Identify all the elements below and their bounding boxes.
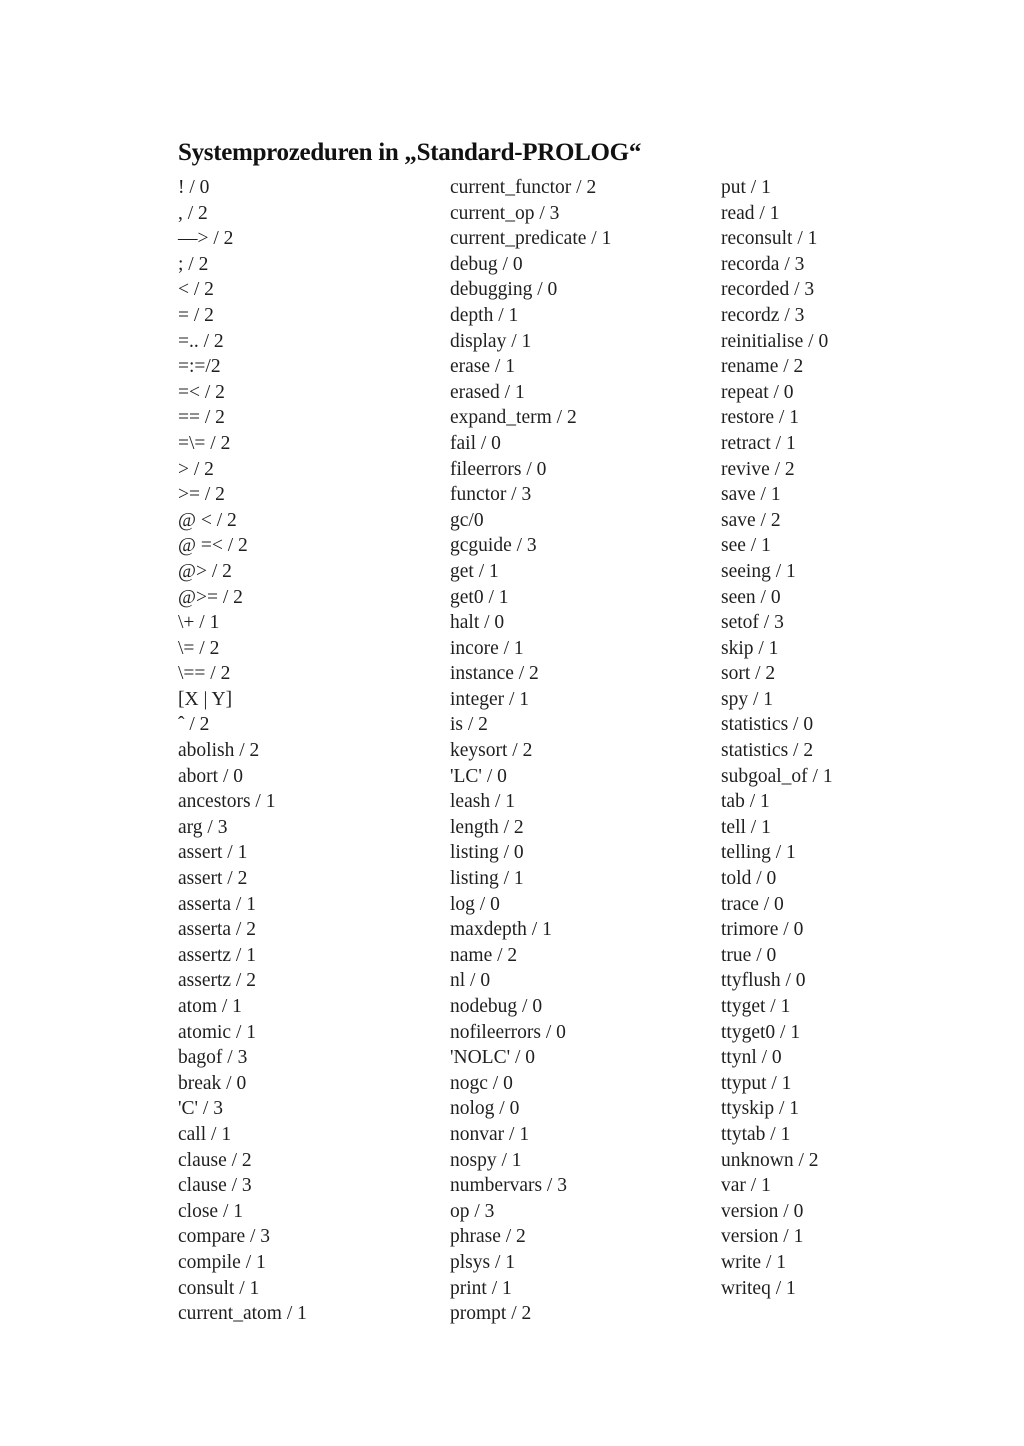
procedure-entry: reinitialise / 0: [721, 330, 829, 352]
procedure-entry: =.. / 2: [178, 330, 224, 352]
procedure-entry: writeq / 1: [721, 1277, 796, 1299]
procedure-entry: name / 2: [450, 944, 518, 966]
procedure-entry: nogc / 0: [450, 1072, 513, 1094]
procedure-entry: @> / 2: [178, 560, 232, 582]
procedure-entry: current_atom / 1: [178, 1303, 307, 1325]
procedure-entry: assert / 2: [178, 868, 248, 890]
procedure-entry: subgoal_of / 1: [721, 765, 833, 787]
procedure-entry: nolog / 0: [450, 1098, 520, 1120]
procedure-entry: =:=/2: [178, 356, 221, 378]
procedure-entry: current_op / 3: [450, 202, 560, 224]
procedure-entry: print / 1: [450, 1277, 512, 1299]
procedure-entry: listing / 0: [450, 842, 524, 864]
procedure-entry: write / 1: [721, 1251, 786, 1273]
procedure-entry: told / 0: [721, 868, 777, 890]
procedure-entry: clause / 3: [178, 1175, 252, 1197]
procedure-entry: setof / 3: [721, 612, 784, 634]
procedure-entry: numbervars / 3: [450, 1175, 567, 1197]
procedure-entry: plsys / 1: [450, 1251, 516, 1273]
procedure-entry: == / 2: [178, 407, 225, 429]
procedure-entry: save / 1: [721, 484, 781, 506]
procedure-entry: debugging / 0: [450, 279, 558, 301]
procedure-entry: compile / 1: [178, 1251, 266, 1273]
procedure-entry: telling / 1: [721, 842, 796, 864]
procedure-entry: statistics / 2: [721, 740, 814, 762]
procedure-entry: op / 3: [450, 1200, 495, 1222]
procedure-entry: ! / 0: [178, 177, 210, 198]
procedure-entry: expand_term / 2: [450, 407, 577, 429]
procedure-entry: [X | Y]: [178, 688, 233, 710]
procedure-entry: current_functor / 2: [450, 177, 597, 198]
procedure-entry: asserta / 1: [178, 893, 256, 915]
procedure-entry: gc/0: [450, 509, 484, 531]
procedure-entry: repeat / 0: [721, 381, 794, 403]
procedure-entry: current_predicate / 1: [450, 228, 612, 250]
procedure-entry: atom / 1: [178, 996, 242, 1017]
procedure-entry: assertz / 1: [178, 944, 256, 966]
procedure-entry: arg / 3: [178, 816, 228, 838]
procedure-entry: gcguide / 3: [450, 535, 537, 557]
procedure-entry: >= / 2: [178, 484, 225, 506]
procedure-entry: revive / 2: [721, 458, 795, 480]
procedure-entry: listing / 1: [450, 868, 524, 890]
procedure-entry: —> / 2: [178, 228, 234, 250]
procedure-entry: \== / 2: [178, 663, 231, 685]
procedure-entry: halt / 0: [450, 612, 505, 634]
procedure-entry: ttyskip / 1: [721, 1098, 800, 1120]
procedure-entry: keysort / 2: [450, 740, 533, 762]
procedure-entry: nl / 0: [450, 970, 491, 992]
procedure-entry: trace / 0: [721, 893, 784, 915]
procedure-entry: assert / 1: [178, 842, 248, 864]
procedure-entry: get / 1: [450, 560, 499, 582]
procedure-entry: version / 0: [721, 1200, 804, 1222]
procedure-column-left: [178, 175, 307, 1327]
procedure-entry: consult / 1: [178, 1277, 260, 1299]
procedure-entry: rename / 2: [721, 356, 804, 378]
procedure-entry: fail / 0: [450, 432, 501, 454]
procedure-entry: var / 1: [721, 1175, 771, 1197]
procedure-entry: ancestors / 1: [178, 791, 276, 813]
procedure-entry: ttytab / 1: [721, 1123, 791, 1145]
procedure-entry: @ < / 2: [178, 509, 237, 531]
procedure-entry: sort / 2: [721, 663, 776, 685]
procedure-entry: erase / 1: [450, 356, 515, 378]
procedure-entry: seen / 0: [721, 586, 781, 608]
procedure-entry: instance / 2: [450, 663, 539, 685]
procedure-entry: erased / 1: [450, 381, 525, 403]
procedure-entry: unknown / 2: [721, 1149, 819, 1171]
procedure-entry: phrase / 2: [450, 1226, 526, 1248]
procedure-entry: leash / 1: [450, 791, 515, 813]
procedure-entry: retract / 1: [721, 432, 796, 454]
procedure-entry: skip / 1: [721, 637, 779, 659]
procedure-entry: ; / 2: [178, 253, 209, 275]
procedure-entry: 'NOLC' / 0: [450, 1047, 536, 1069]
procedure-entry: , / 2: [178, 202, 208, 224]
procedure-entry: trimore / 0: [721, 919, 804, 941]
procedure-entry: get0 / 1: [450, 586, 509, 608]
procedure-entry: recorded / 3: [721, 279, 815, 301]
procedure-entry: recorda / 3: [721, 253, 805, 275]
procedure-entry: incore / 1: [450, 637, 524, 659]
procedure-entry: abolish / 2: [178, 740, 260, 762]
procedure-entry: nonvar / 1: [450, 1123, 530, 1145]
page-title: Systemprozeduren in „Standard-PROLOG“: [178, 138, 642, 166]
procedure-entry: tab / 1: [721, 791, 770, 813]
procedure-entry: spy / 1: [721, 688, 774, 710]
procedure-entry: 'LC' / 0: [450, 765, 507, 787]
procedure-entry: @>= / 2: [178, 586, 243, 608]
procedure-entry: < / 2: [178, 279, 214, 301]
procedure-entry: seeing / 1: [721, 560, 796, 582]
procedure-entry: ttyget / 1: [721, 996, 791, 1017]
procedure-entry: length / 2: [450, 816, 524, 838]
procedure-column-middle: [450, 175, 611, 1327]
procedure-entry: call / 1: [178, 1123, 232, 1145]
procedure-entry: nospy / 1: [450, 1149, 522, 1171]
procedure-entry: see / 1: [721, 535, 771, 557]
procedure-entry: functor / 3: [450, 484, 532, 506]
procedure-entry: > / 2: [178, 458, 214, 480]
procedure-entry: true / 0: [721, 944, 777, 966]
procedure-entry: fileerrors / 0: [450, 458, 547, 480]
procedure-entry: maxdepth / 1: [450, 919, 552, 941]
procedure-entry: atomic / 1: [178, 1021, 256, 1043]
procedure-entry: \= / 2: [178, 637, 220, 659]
procedure-entry: compare / 3: [178, 1226, 271, 1248]
procedure-entry: read / 1: [721, 202, 780, 224]
procedure-entry: debug / 0: [450, 253, 523, 275]
procedure-entry: is / 2: [450, 714, 488, 736]
procedure-entry: put / 1: [721, 177, 771, 198]
procedure-entry: close / 1: [178, 1200, 243, 1222]
procedure-entry: = / 2: [178, 304, 214, 326]
procedure-entry: bagof / 3: [178, 1047, 248, 1069]
procedure-entry: nodebug / 0: [450, 996, 543, 1017]
procedure-entry: =\= / 2: [178, 432, 231, 454]
procedure-entry: ˆ / 2: [178, 714, 210, 736]
procedure-entry: ttyflush / 0: [721, 970, 806, 992]
procedure-entry: prompt / 2: [450, 1303, 532, 1325]
procedure-entry: ttyput / 1: [721, 1072, 792, 1094]
procedure-entry: \+ / 1: [178, 612, 220, 634]
procedure-entry: save / 2: [721, 509, 781, 531]
procedure-entry: @ =< / 2: [178, 535, 248, 557]
procedure-entry: nofileerrors / 0: [450, 1021, 566, 1043]
procedure-entry: tell / 1: [721, 816, 771, 838]
procedure-entry: clause / 2: [178, 1149, 252, 1171]
procedure-entry: depth / 1: [450, 304, 519, 326]
procedure-entry: assertz / 2: [178, 970, 256, 992]
procedure-entry: statistics / 0: [721, 714, 814, 736]
procedure-entry: version / 1: [721, 1226, 804, 1248]
procedure-entry: restore / 1: [721, 407, 799, 429]
procedure-entry: 'C' / 3: [178, 1098, 223, 1120]
procedure-entry: recordz / 3: [721, 304, 805, 326]
procedure-entry: log / 0: [450, 893, 500, 915]
procedure-entry: display / 1: [450, 330, 532, 352]
procedure-entry: reconsult / 1: [721, 228, 818, 250]
procedure-entry: break / 0: [178, 1072, 247, 1094]
procedure-column-right: [721, 175, 833, 1301]
procedure-entry: ttynl / 0: [721, 1047, 782, 1069]
procedure-entry: abort / 0: [178, 765, 243, 787]
procedure-entry: ttyget0 / 1: [721, 1021, 801, 1043]
procedure-entry: asserta / 2: [178, 919, 256, 941]
procedure-entry: =< / 2: [178, 381, 225, 403]
procedure-entry: integer / 1: [450, 688, 530, 710]
